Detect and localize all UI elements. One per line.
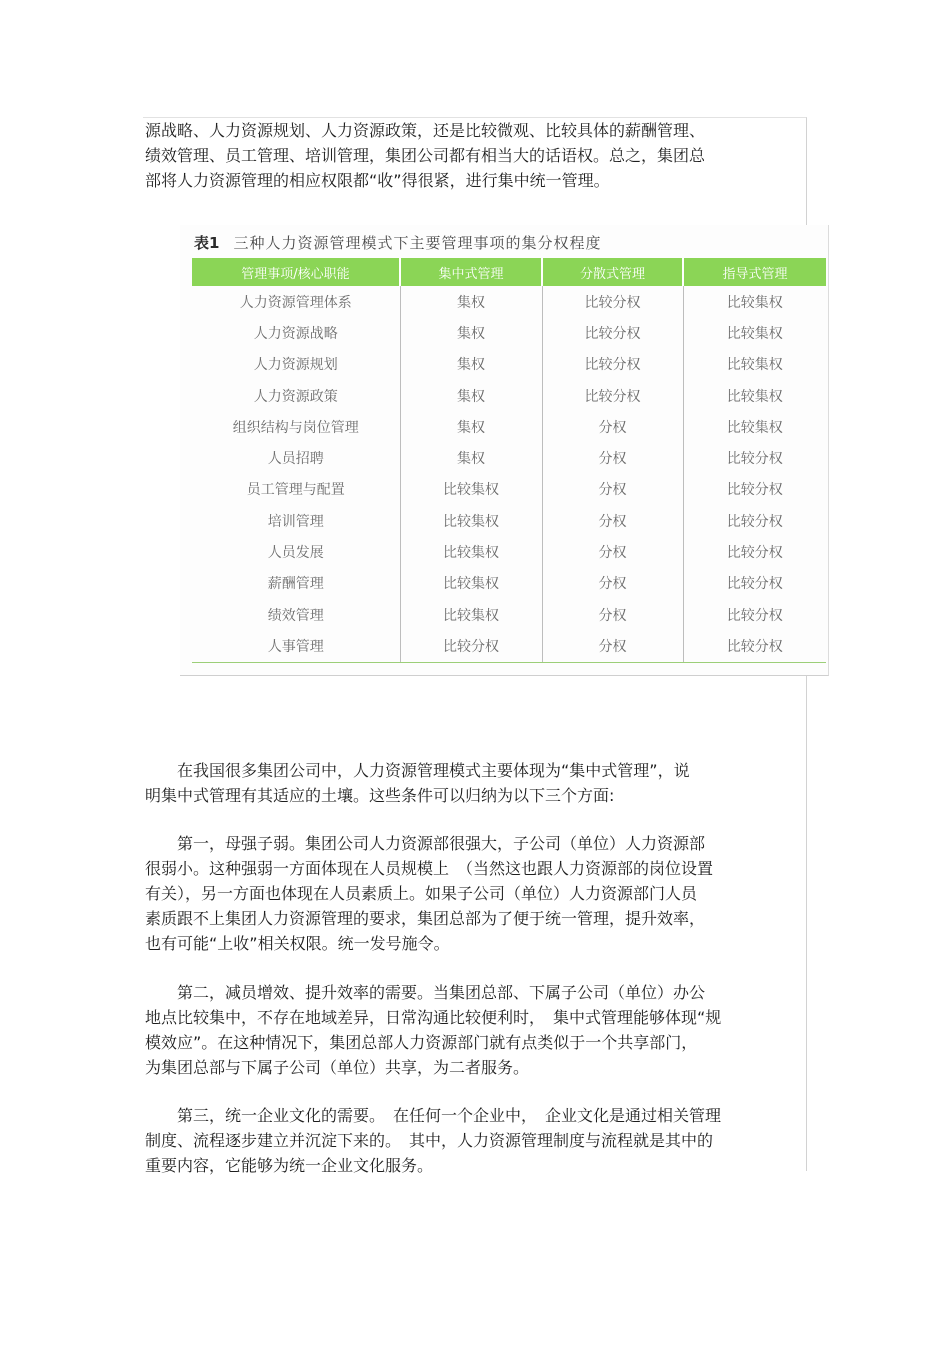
centralization-table (192, 258, 826, 663)
text-line: 为集团总部与下属子公司（单位）共享，为二者服务。 (145, 1058, 530, 1077)
text-line: 第一，母强子弱。集团公司人力资源部很强大，子公司（单位）人力资源部 (145, 834, 706, 853)
paragraph-2 (145, 831, 805, 956)
paragraph-intro (145, 118, 805, 193)
text-line: 第二，减员增效、提升效率的需要。当集团总部、下属子公司（单位）办公 (145, 983, 706, 1002)
row-label-cell: 薪酬管理 (192, 568, 400, 599)
table-row (192, 599, 826, 630)
text-line: 制度、流程逐步建立并沉淀下来的。 其中，人力资源管理制度与流程就是其中的 (145, 1131, 714, 1150)
value-cell: 比较集权 (726, 388, 783, 405)
value-cell: 分权 (542, 536, 683, 567)
value-cell: 比较分权 (726, 482, 783, 499)
value-cell: 分权 (542, 411, 683, 442)
text-line: 明集中式管理有其适应的土壤。这些条件可以归纳为以下三个方面: (145, 786, 615, 805)
value-cell: 分权 (542, 599, 683, 630)
value-cell: 比较分权 (683, 630, 826, 662)
table-row (192, 474, 826, 505)
value-cell: 比较集权 (400, 599, 542, 630)
table-row (192, 536, 826, 567)
value-cell: 集权 (400, 380, 542, 411)
value-cell: 比较分权 (542, 317, 683, 348)
value-cell: 比较分权 (726, 451, 783, 468)
table-header-row (192, 258, 826, 286)
row-label-cell: 员工管理与配置 (192, 474, 400, 505)
header-cell: 分散式管理 (542, 258, 683, 286)
table-number: 表1 (194, 234, 220, 252)
row-label-cell: 人力资源政策 (192, 380, 400, 411)
value-cell: 集权 (400, 411, 542, 442)
value-cell: 比较集权 (400, 568, 542, 599)
value-cell: 比较分权 (400, 630, 542, 662)
header-cell: 管理事项/核心职能 (192, 258, 400, 286)
table-row (192, 380, 826, 411)
text-line: 模效应”。在这种情况下，集团总部人力资源部门就有点类似于一个共享部门， (145, 1033, 698, 1052)
table-row (192, 630, 826, 662)
row-label-cell: 人事管理 (192, 630, 400, 662)
header-cell: 指导式管理 (683, 258, 826, 286)
value-cell: 集权 (400, 317, 542, 348)
value-cell: 比较分权 (542, 349, 683, 380)
value-cell: 比较分权 (726, 607, 783, 624)
value-cell: 比较集权 (400, 536, 542, 567)
text-line: 地点比较集中，不存在地域差异，日常沟通比较便利时， 集中式管理能够体现“规 (145, 1008, 722, 1027)
value-cell: 分权 (542, 474, 683, 505)
text-line: 在我国很多集团公司中，人力资源管理模式主要体现为“集中式管理”，说 (145, 761, 690, 780)
value-cell: 集权 (400, 349, 542, 380)
table-row (192, 505, 826, 536)
value-cell: 分权 (542, 568, 683, 599)
table-row (192, 568, 826, 599)
value-cell: 比较集权 (726, 325, 783, 342)
value-cell: 分权 (542, 442, 683, 473)
text-line: 也有可能“上收”相关权限。统一发号施令。 (145, 934, 450, 953)
text-line: 绩效管理、员工管理、培训管理，集团公司都有相当大的话语权。总之，集团总 (145, 146, 706, 165)
value-cell: 比较集权 (400, 505, 542, 536)
row-label-cell: 人员发展 (192, 536, 400, 567)
table-row (192, 286, 826, 317)
text-line: 素质跟不上集团人力资源管理的要求，集团总部为了便于统一管理，提升效率， (145, 909, 706, 928)
paragraph-1 (145, 758, 805, 808)
table-figure (180, 225, 829, 676)
paragraph-4 (145, 1103, 805, 1178)
table-row (192, 442, 826, 473)
text-line: 重要内容，它能够为统一企业文化服务。 (145, 1156, 434, 1175)
text-line: 有关），另一方面也体现在人员素质上。如果子公司（单位）人力资源部门人员 (145, 884, 698, 903)
text-line: 部将人力资源管理的相应权限都“收”得很紧，进行集中统一管理。 (145, 171, 610, 190)
text-line: 很弱小。这种强弱一方面体现在人员规模上 （当然这也跟人力资源部的岗位设置 (145, 859, 714, 878)
value-cell: 分权 (542, 505, 683, 536)
row-label-cell: 绩效管理 (192, 599, 400, 630)
value-cell: 比较集权 (726, 357, 783, 374)
row-label-cell: 组织结构与岗位管理 (192, 411, 400, 442)
value-cell: 比较集权 (400, 474, 542, 505)
value-cell: 比较分权 (542, 380, 683, 411)
value-cell: 分权 (542, 630, 683, 662)
row-label-cell: 培训管理 (192, 505, 400, 536)
row-label-cell: 人员招聘 (192, 442, 400, 473)
table-caption (194, 232, 601, 253)
header-cell: 集中式管理 (400, 258, 542, 286)
value-cell: 集权 (400, 442, 542, 473)
table-row (192, 349, 826, 380)
value-cell: 比较集权 (726, 294, 783, 311)
value-cell: 比较集权 (726, 419, 783, 436)
value-cell: 比较分权 (542, 286, 683, 317)
paragraph-3 (145, 980, 805, 1080)
table-row (192, 411, 826, 442)
value-cell: 比较分权 (726, 576, 783, 593)
row-label-cell: 人力资源战略 (192, 317, 400, 348)
row-label-cell: 人力资源管理体系 (192, 286, 400, 317)
text-line: 源战略、人力资源规划、人力资源政策，还是比较微观、比较具体的薪酬管理、 (145, 121, 706, 140)
text-line: 第三，统一企业文化的需要。 在任何一个企业中， 企业文化是通过相关管理 (145, 1106, 722, 1125)
value-cell: 比较分权 (726, 513, 783, 530)
table-row (192, 317, 826, 348)
row-label-cell: 人力资源规划 (192, 349, 400, 380)
table-caption-text: 三种人力资源管理模式下主要管理事项的集分权程度 (233, 234, 602, 252)
value-cell: 集权 (400, 286, 542, 317)
value-cell: 比较分权 (726, 545, 783, 562)
